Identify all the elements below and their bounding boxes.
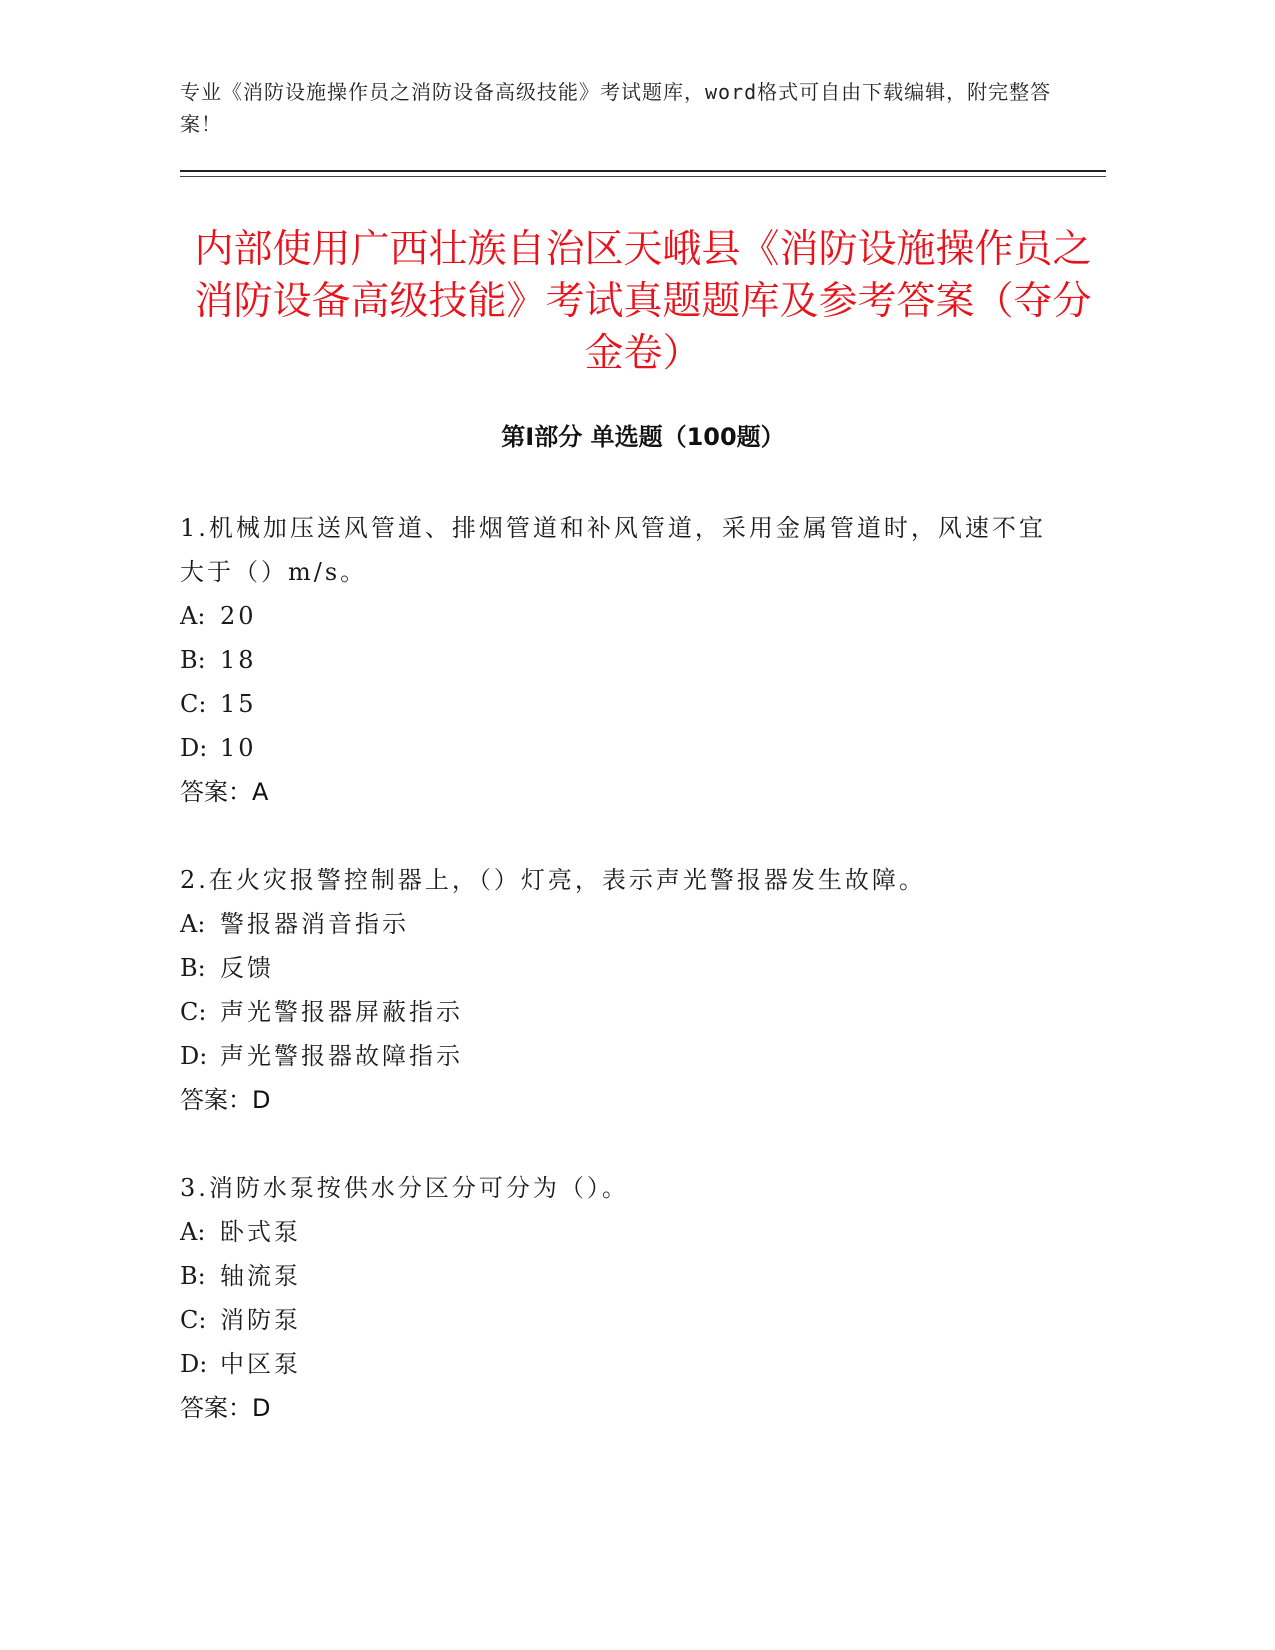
option-text: 声光警报器屏蔽指示 xyxy=(220,998,463,1026)
option-text: 10 xyxy=(220,734,257,762)
header-divider-thick xyxy=(180,170,1106,172)
answer-option xyxy=(180,1342,1060,1386)
answer-option xyxy=(180,594,1060,638)
answer-option xyxy=(180,638,1060,682)
question-item xyxy=(180,858,1060,1122)
answer-prefix: 答案： xyxy=(180,1086,252,1114)
answer-value: D xyxy=(252,1394,271,1422)
option-key: A: xyxy=(180,1218,206,1246)
option-key: C: xyxy=(180,690,207,718)
question-stem: 2.在火灾报警控制器上，（）灯亮，表示声光警报器发生故障。 xyxy=(180,866,926,894)
question-item xyxy=(180,1166,1060,1430)
question-item xyxy=(180,506,1060,814)
answer-option xyxy=(180,990,1060,1034)
option-text: 轴流泵 xyxy=(220,1262,301,1290)
document-title: 内部使用广西壮族自治区天峨县《消防设施操作员之消防设备高级技能》考试真题题库及参考答案（夺分金卷） xyxy=(194,227,1092,376)
option-key: A: xyxy=(180,910,206,938)
header-divider-thin xyxy=(180,176,1106,177)
option-text: 中区泵 xyxy=(220,1350,301,1378)
answer-prefix: 答案： xyxy=(180,1394,252,1422)
section-title: 第Ⅰ部分 单选题（100题） xyxy=(501,423,785,451)
option-key: C: xyxy=(180,1306,207,1334)
option-text: 反馈 xyxy=(220,954,274,982)
answer-value: D xyxy=(252,1086,271,1114)
answer-option xyxy=(180,1254,1060,1298)
option-key: B: xyxy=(180,1262,206,1290)
option-text: 消防泵 xyxy=(220,1306,301,1334)
answer-line xyxy=(180,1386,1060,1430)
answer-option xyxy=(180,902,1060,946)
option-key: A: xyxy=(180,602,206,630)
answer-line xyxy=(180,1078,1060,1122)
answer-option xyxy=(180,1034,1060,1078)
question-stem: 3.消防水泵按供水分区分可分为（）。 xyxy=(180,1174,629,1202)
answer-option xyxy=(180,682,1060,726)
option-text: 15 xyxy=(220,690,257,718)
answer-option xyxy=(180,1210,1060,1254)
answer-option xyxy=(180,946,1060,990)
option-text: 18 xyxy=(220,646,257,674)
answer-value: A xyxy=(252,778,269,806)
question-stem: 1.机械加压送风管道、排烟管道和补风管道，采用金属管道时，风速不宜大于（）m/s。 xyxy=(180,514,1046,586)
question-list xyxy=(180,506,1060,1474)
option-key: C: xyxy=(180,998,207,1026)
answer-line xyxy=(180,770,1060,814)
option-text: 卧式泵 xyxy=(220,1218,301,1246)
option-key: D: xyxy=(180,1042,208,1070)
option-key: D: xyxy=(180,734,208,762)
option-text: 声光警报器故障指示 xyxy=(220,1042,463,1070)
option-text: 警报器消音指示 xyxy=(220,910,409,938)
option-key: B: xyxy=(180,954,206,982)
header-note: 专业《消防设施操作员之消防设备高级技能》考试题库，word格式可自由下载编辑，附完整答案！ xyxy=(180,80,1052,136)
option-key: B: xyxy=(180,646,206,674)
option-key: D: xyxy=(180,1350,208,1378)
answer-option xyxy=(180,726,1060,770)
answer-option xyxy=(180,1298,1060,1342)
answer-prefix: 答案： xyxy=(180,778,252,806)
option-text: 20 xyxy=(220,602,257,630)
